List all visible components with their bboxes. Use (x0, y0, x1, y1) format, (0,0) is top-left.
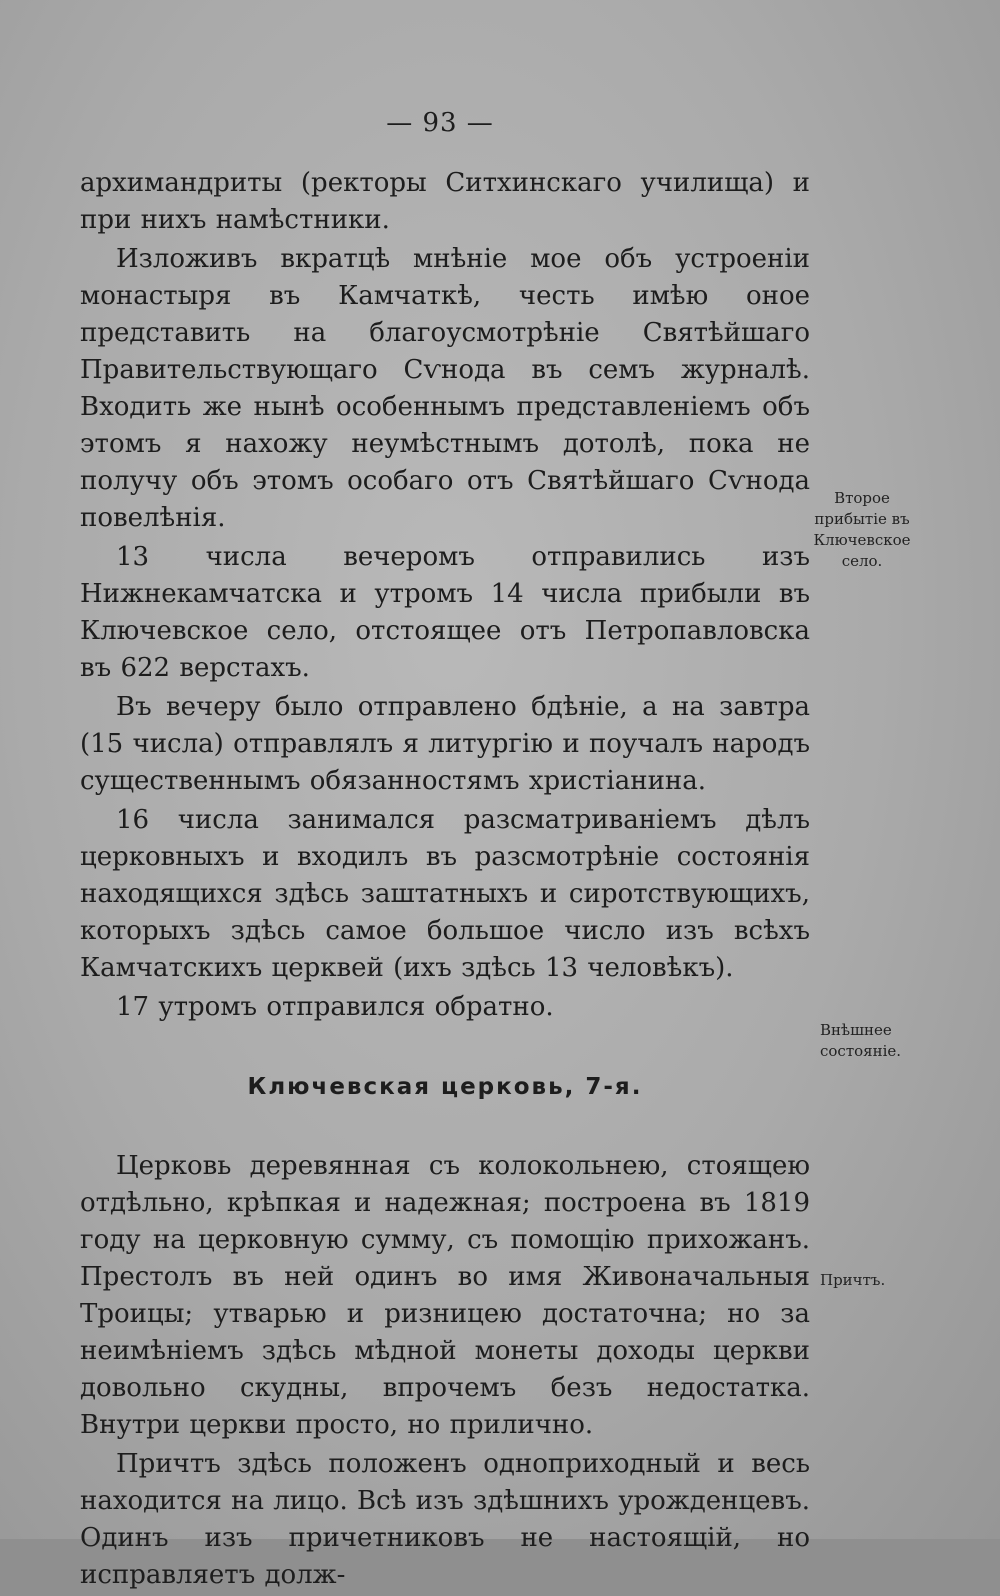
paragraph-3: 13 числа вечеромъ отправились изъ Нижнекамчатска и утромъ 14 числа прибыли въ Ключевское село, отстоящее отъ Петропавловска въ 622 верстахъ. (80, 542, 810, 683)
marginal-note-second-arrival: Второе прибытіе въ Ключевское село. (813, 489, 911, 570)
paragraph-6: 17 утромъ отправился обратно. (116, 992, 554, 1022)
paragraph-2: Изложивъ вкратцѣ мнѣніе мое объ устроеніи монастыря въ Камчаткѣ, честь имѣю оное представить на благоусмотрѣніе Святѣйшаго Правительствующаго Сѵнода въ семъ журналѣ. Входить же нынѣ особеннымъ представленіемъ объ этомъ я нахожу неумѣстнымъ дотолѣ, пока не получу объ этомъ особаго отъ Святѣйшаго Сѵнода повелѣнія. (80, 244, 810, 533)
page-number: — 93 — (386, 108, 494, 138)
paragraph-4: Въ вечеру было отправлено бдѣніе, а на завтра (15 числа) отправлялъ я литургію и поучалъ народъ существеннымъ обязанностямъ христіанина. (80, 692, 810, 796)
section-heading: Ключевская церковь, 7-я. (247, 1074, 643, 1100)
marginal-note-clergy: Причтъ. (820, 1271, 886, 1289)
main-text-column (80, 165, 810, 1596)
paragraph-7: Церковь деревянная съ колокольнею, стоящею отдѣльно, крѣпкая и надежная; построена въ 1819 году на церковную сумму, съ помощію прихожанъ. Престолъ въ ней одинъ во имя Живоначальныя Троицы; утварью и ризницею достаточна; но за неимѣніемъ здѣсь мѣдной монеты доходы церкви довольно скудны, впрочемъ безъ недостатка. Внутри церкви просто, но прилично. (80, 1151, 810, 1440)
marginal-note-external-state: Внѣшнее состояніе. (820, 1021, 902, 1060)
paragraph-5: 16 числа занимался разсматриваніемъ дѣлъ церковныхъ и входилъ въ разсмотрѣніе состоянія находящихся здѣсь заштатныхъ и сиротствующихъ, которыхъ здѣсь самое большое число изъ всѣхъ Камчатскихъ церквей (ихъ здѣсь 13 человѣкъ). (80, 805, 810, 983)
paragraph-1: архимандриты (ректоры Ситхинскаго училища) и при нихъ намѣстники. (80, 168, 810, 235)
paragraph-8: Причтъ здѣсь положенъ одноприходный и весь находится на лицо. Всѣ изъ здѣшнихъ урожденцевъ. Одинъ изъ причетниковъ не настоящій, но исправляетъ долж- (80, 1449, 810, 1590)
